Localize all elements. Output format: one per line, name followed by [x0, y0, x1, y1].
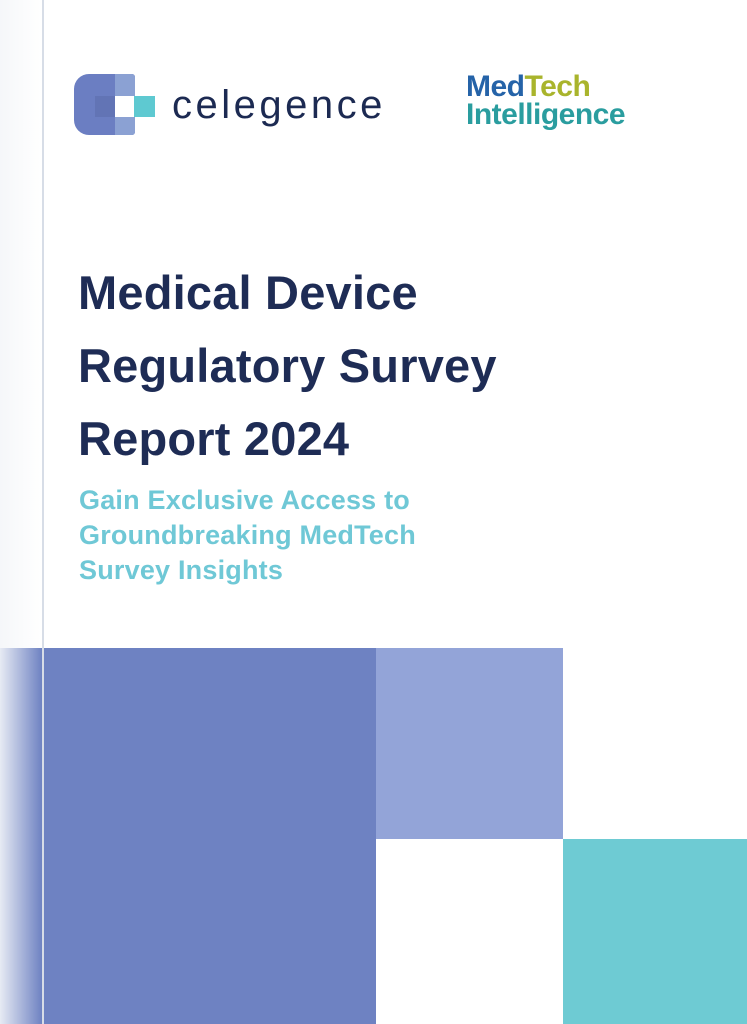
report-title-line2: Regulatory Survey — [78, 339, 497, 392]
decor-light-blue-square — [376, 648, 563, 839]
report-subtitle — [79, 483, 416, 588]
decor-teal-square — [563, 839, 747, 1024]
report-subtitle-line1: Gain Exclusive Access to — [79, 485, 410, 515]
logo-mark-shade-square — [95, 96, 115, 117]
celegence-logo — [74, 74, 386, 135]
logo-mark-teal-square — [134, 96, 155, 117]
logo-mark-white-square — [115, 96, 135, 117]
report-title-line3: Report 2024 — [78, 412, 350, 465]
report-subtitle-line2: Groundbreaking MedTech — [79, 520, 416, 550]
medtech-logo-line1 — [466, 70, 625, 103]
decor-large-periwinkle-rectangle — [0, 648, 376, 1024]
medtech-logo-med: Med — [466, 70, 525, 103]
report-title-line1: Medical Device — [78, 266, 418, 319]
medtech-logo-tech: Tech — [524, 70, 591, 103]
report-title — [78, 256, 497, 475]
medtech-logo-line2: Intelligence — [466, 98, 626, 131]
medtech-intelligence-logo — [466, 70, 626, 131]
celegence-logo-icon — [74, 74, 155, 135]
celegence-wordmark: celegence — [172, 82, 386, 127]
report-subtitle-line3: Survey Insights — [79, 555, 284, 585]
